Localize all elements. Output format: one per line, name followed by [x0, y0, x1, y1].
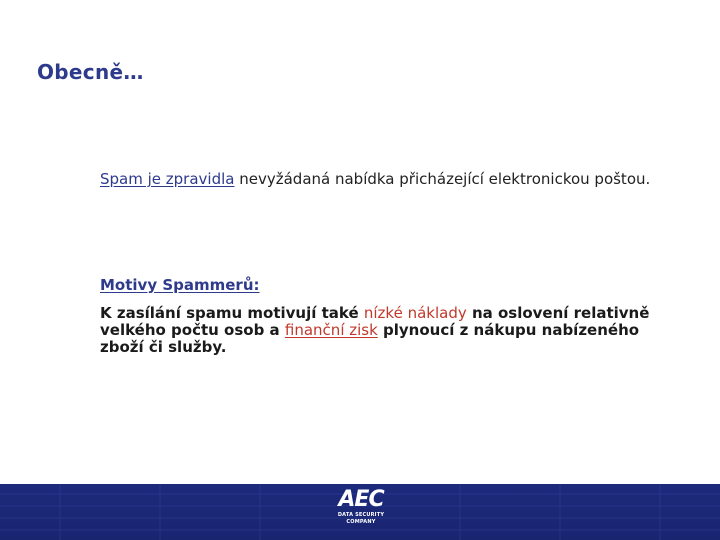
aec-logo [333, 488, 389, 536]
intro-paragraph [100, 171, 660, 188]
low-costs-highlight: nízké náklady [363, 304, 467, 322]
motives-text-part3: plynoucí z nákupu nabízeného zboží či služby. [100, 321, 640, 356]
intro-text: nevyžádaná nabídka přicházející elektronickou poštou. [234, 170, 651, 188]
logo-mark: AEC [338, 487, 384, 512]
motives-paragraph [100, 305, 660, 356]
logo-sub-line2: COMPANY [346, 519, 376, 525]
financial-gain-link[interactable]: finanční zisk [284, 321, 378, 339]
motives-text-part1: K zasílání spamu motivují také [100, 304, 364, 322]
intro-link[interactable]: Spam je zpravidla [100, 170, 235, 188]
logo-sub-line1: DATA SECURITY [337, 512, 385, 518]
slide-title: Obecně… [37, 60, 144, 84]
motives-text-part2: na oslovení relativně velkého počtu osob a [100, 304, 650, 339]
motives-heading[interactable]: Motivy Spammerů: [100, 276, 260, 294]
